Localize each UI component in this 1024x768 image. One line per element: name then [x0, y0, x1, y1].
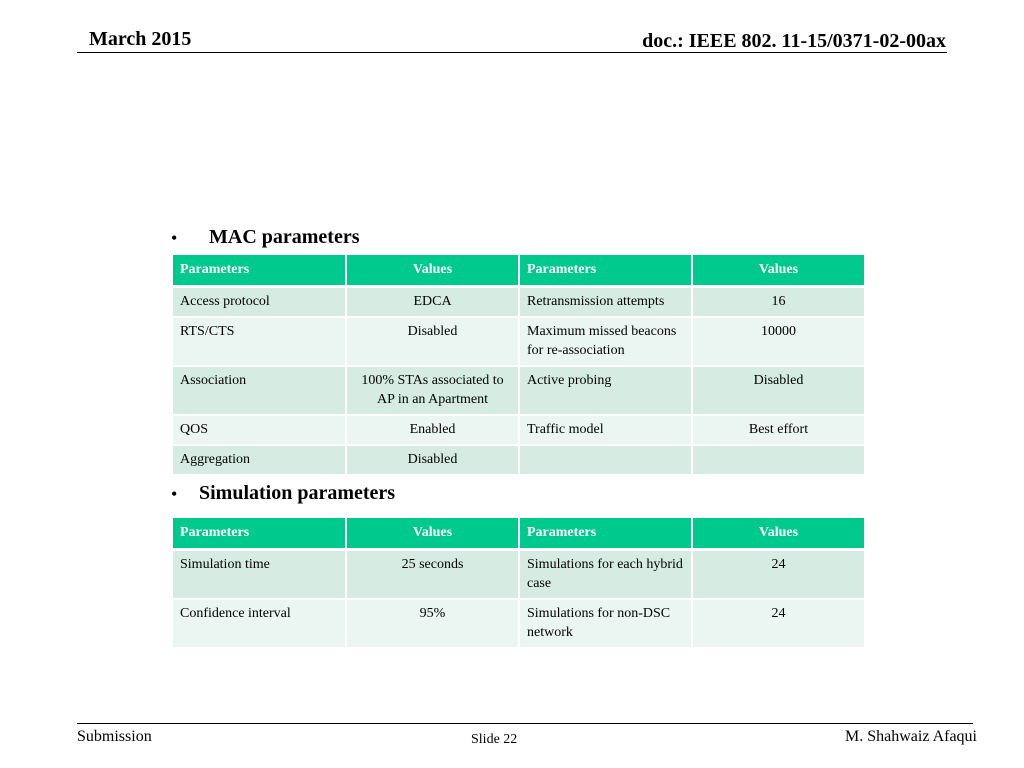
simulation-parameters-heading — [171, 482, 396, 505]
table-cell: Maximum missed beacons for re-association — [519, 317, 692, 366]
table-cell: 95% — [346, 599, 519, 648]
table-row — [173, 550, 864, 600]
mac-parameters-title: MAC parameters — [209, 226, 360, 248]
table-cell: 24 — [692, 599, 864, 648]
column-header: Values — [692, 518, 864, 550]
table-cell: 25 seconds — [346, 550, 519, 600]
header-divider — [77, 52, 947, 53]
table-cell — [692, 445, 864, 475]
table-cell: Enabled — [346, 415, 519, 445]
table-row — [173, 599, 864, 648]
table-cell: Traffic model — [519, 415, 692, 445]
table-row — [173, 317, 864, 366]
table-cell: 16 — [692, 287, 864, 318]
table-cell: Active probing — [519, 366, 692, 415]
table-cell: RTS/CTS — [173, 317, 346, 366]
column-header: Values — [346, 518, 519, 550]
column-header: Parameters — [519, 255, 692, 287]
table-cell: 24 — [692, 550, 864, 600]
table-cell: EDCA — [346, 287, 519, 318]
table-cell — [519, 445, 692, 475]
table-cell: QOS — [173, 415, 346, 445]
mac-parameters-heading — [171, 226, 360, 249]
column-header: Values — [692, 255, 864, 287]
simulation-parameters-table — [173, 518, 864, 649]
table-cell: Simulation time — [173, 550, 346, 600]
table-cell: Simulations for each hybrid case — [519, 550, 692, 600]
table-cell: 100% STAs associated to AP in an Apartment — [346, 366, 519, 415]
footer-submission: Submission — [77, 728, 152, 745]
table-cell: Access protocol — [173, 287, 346, 318]
table-cell: 10000 — [692, 317, 864, 366]
table-header-row — [173, 255, 864, 287]
table-cell: Association — [173, 366, 346, 415]
footer-divider — [77, 723, 973, 724]
table-header-row — [173, 518, 864, 550]
column-header: Values — [346, 255, 519, 287]
simulation-parameters-title: Simulation parameters — [199, 482, 396, 504]
table-row — [173, 287, 864, 318]
column-header: Parameters — [173, 518, 346, 550]
table-cell: Confidence interval — [173, 599, 346, 648]
table-cell: Disabled — [346, 445, 519, 475]
footer-author: M. Shahwaiz Afaqui — [845, 728, 977, 745]
table-cell: Disabled — [692, 366, 864, 415]
bullet-icon: • — [171, 484, 178, 504]
table-cell: Disabled — [346, 317, 519, 366]
slide-number: Slide 22 — [471, 732, 518, 747]
table-row — [173, 415, 864, 445]
column-header: Parameters — [173, 255, 346, 287]
table-cell: Aggregation — [173, 445, 346, 475]
table-row — [173, 366, 864, 415]
bullet-icon: • — [171, 228, 178, 248]
table-row — [173, 445, 864, 475]
table-cell: Best effort — [692, 415, 864, 445]
header-date: March 2015 — [89, 28, 192, 50]
table-cell: Retransmission attempts — [519, 287, 692, 318]
header-doc-id: doc.: IEEE 802. 11-15/0371-02-00ax — [642, 30, 946, 52]
table-cell: Simulations for non-DSC network — [519, 599, 692, 648]
column-header: Parameters — [519, 518, 692, 550]
mac-parameters-table — [173, 255, 864, 476]
